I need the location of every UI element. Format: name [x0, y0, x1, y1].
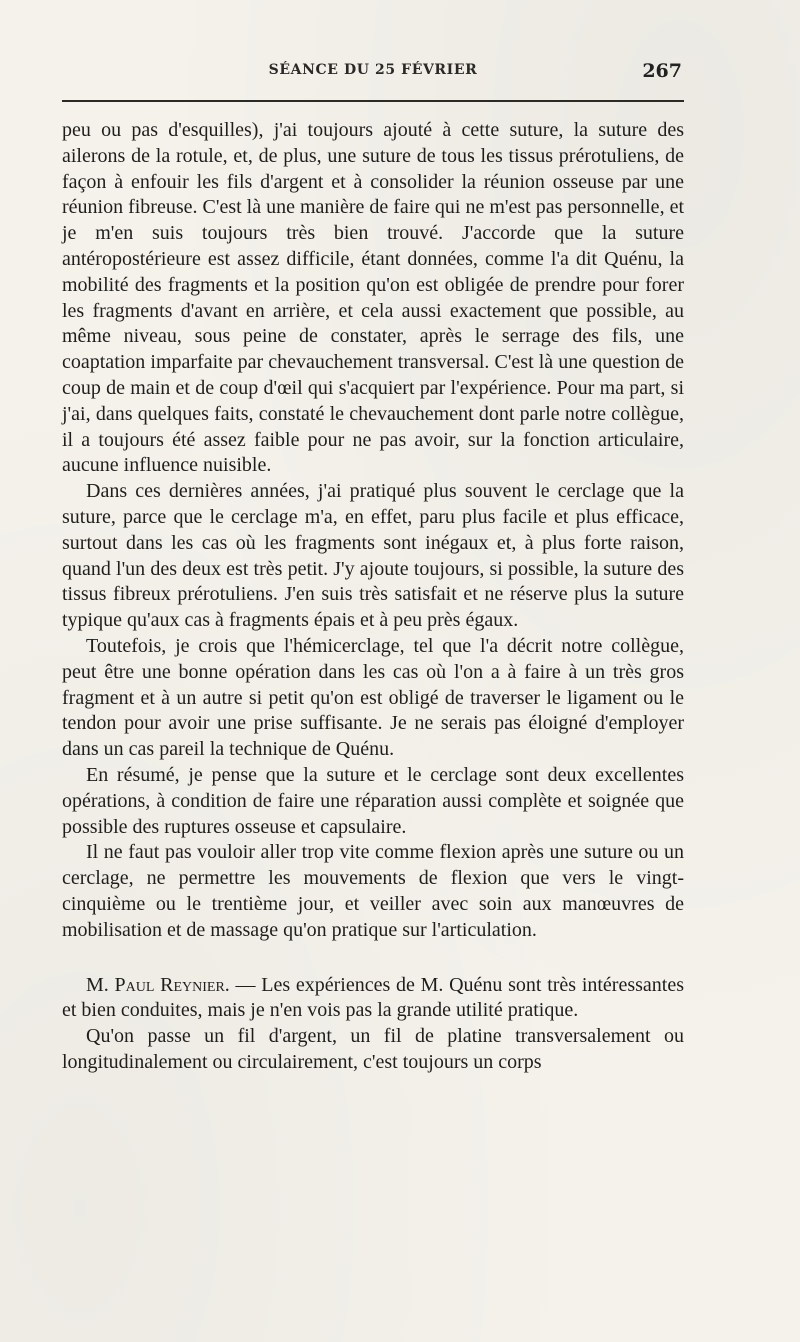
paragraph-3: Toutefois, je crois que l'hémicerclage, tel que l'a décrit notre collègue, peut être une bonne opération dans les cas où l'on a à faire à un très gros fragment et à un autre si petit qu'on est obligé de traverser le ligament ou le tendon pour avoir une prise suffisante. Je ne serais pas éloigné d'employer dans un cas pareil la technique de Quénu. [62, 634, 684, 761]
header-rule [62, 100, 684, 102]
running-title: SÉANCE DU 25 FÉVRIER [268, 62, 478, 78]
body-text [62, 118, 684, 1076]
paragraph-4: En résumé, je pense que la suture et le cerclage sont deux excellentes opérations, à condition de faire une réparation aussi complète et soignée que possible des ruptures osseuse et capsulaire. [62, 763, 684, 838]
paragraph-2: Dans ces dernières années, j'ai pratiqué plus souvent le cerclage que la suture, parce que le cerclage m'a, en effet, paru plus facile et plus efficace, surtout dans les cas où les fragments sont inégaux et, à plus forte raison, quand l'un des deux est très petit. J'y ajoute toujours, si possible, la suture des tissus fibreux prérotuliens. J'en suis très satisfait et ne réserve plus la suture typique qu'aux cas à fragments épais et à peu près égaux. [62, 480, 684, 632]
speaker-name: M. Paul Reynier. [86, 973, 230, 996]
speaker-text: — Les expériences de M. Quénu sont très intéressantes et bien conduites, mais je n'en vois pas la grande utilité pratique. [62, 973, 685, 1022]
speaker-paragraph [62, 973, 684, 1025]
page-number: 267 [642, 60, 682, 82]
paragraph-1: peu ou pas d'esquilles), j'ai toujours ajouté à cette suture, la suture des ailerons de la rotule, et, de plus, une suture de tous les tissus prérotuliens, de façon à enfouir les fils d'argent et à consolider la réunion osseuse par une réunion fibreuse. C'est là une manière de faire qui ne m'est pas personnelle, et je m'en suis toujours très bien trouvé. J'accorde que la suture antéropostérieure est assez difficile, étant données, comme l'a dit Quénu, la mobilité des fragments et la position qu'on est obligée de prendre pour forer les fragments d'avant en arrière, et cela aussi exactement que possible, au même niveau, sous peine de constater, après le serrage des fils, une coaptation imparfaite par chevauchement transversal. C'est là une question de coup de main et de coup d'œil qui s'acquiert par l'expérience. Pour ma part, si j'ai, dans quelques faits, constaté le chevauchement dont parle notre collègue, il a toujours été assez faible pour ne pas avoir, sur la fonction articulaire, aucune influence nuisible. [62, 119, 684, 477]
page-header [62, 60, 684, 88]
section-spacer [62, 944, 684, 973]
paragraph-5: Il ne faut pas vouloir aller trop vite comme flexion après une suture ou un cerclage, ne permettre les mouvements de flexion que vers le vingt-cinquième ou le trentième jour, et veiller avec soin aux manœuvres de mobilisation et de massage qu'on pratique sur l'articulation. [62, 841, 684, 941]
final-paragraph: Qu'on passe un fil d'argent, un fil de platine transversalement ou longitudinalement ou circulairement, c'est toujours un corps [62, 1025, 684, 1073]
